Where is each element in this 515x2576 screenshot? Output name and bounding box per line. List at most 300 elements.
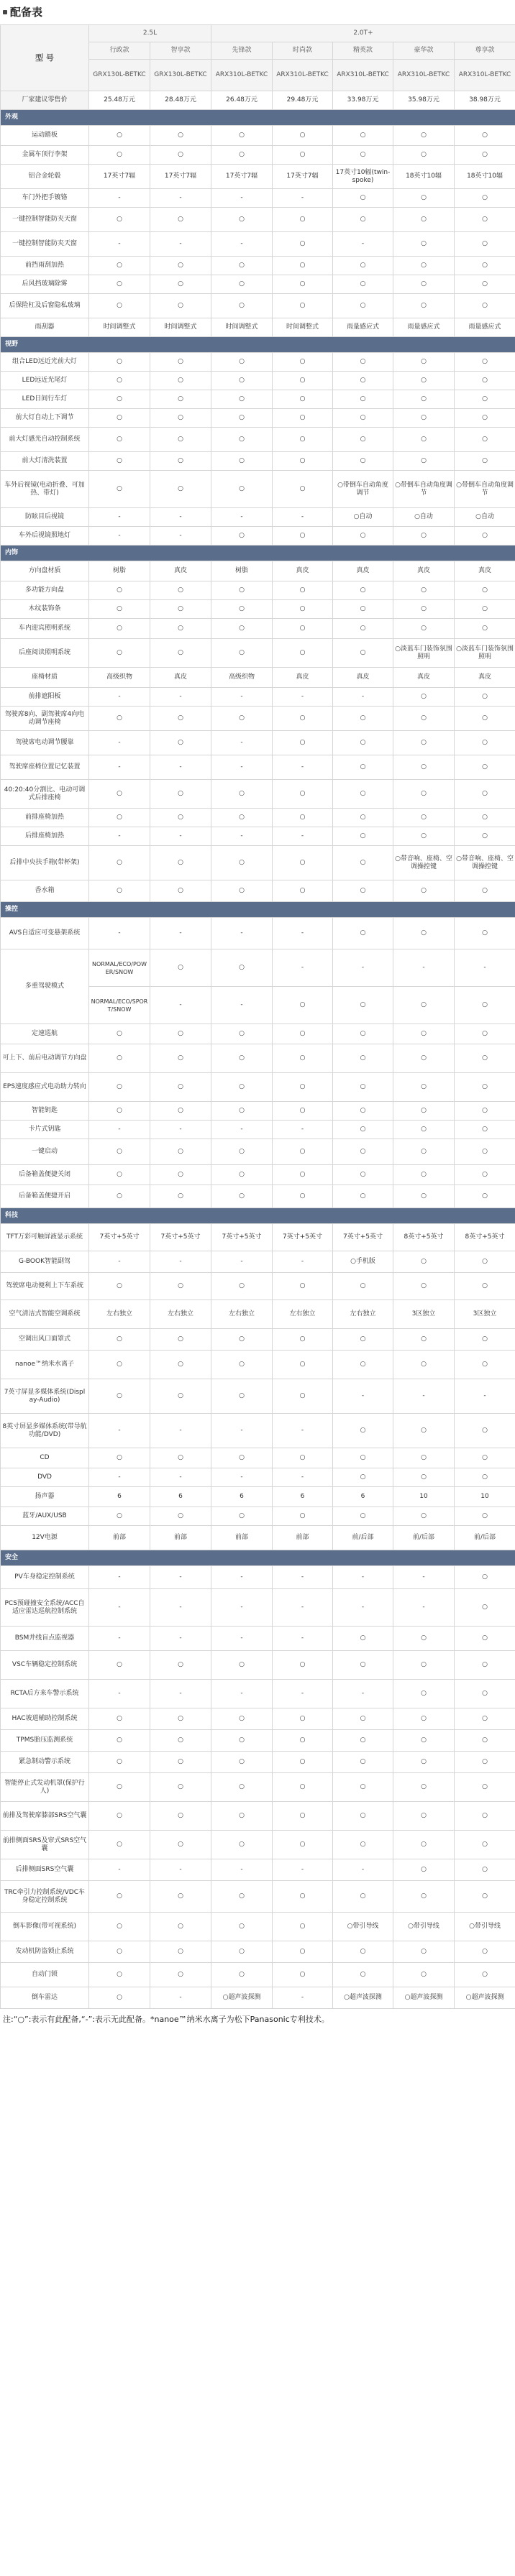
spec-row xyxy=(1,527,515,546)
spec-cell: ○ xyxy=(455,208,515,232)
spec-cell: - xyxy=(150,1680,211,1708)
spec-cell: ○ xyxy=(150,353,211,372)
spec-cell: ○ xyxy=(150,1329,211,1351)
spec-cell: ○ xyxy=(211,1651,273,1680)
spec-cell: ○ xyxy=(89,600,150,619)
spec-cell: ○ xyxy=(150,1730,211,1752)
spec-cell: 7英寸+5英寸 xyxy=(273,1224,333,1251)
page-title: 配备表 xyxy=(3,4,515,19)
spec-label: 多功能方向盘 xyxy=(1,581,89,600)
spec-cell: ○ xyxy=(89,257,150,275)
spec-row xyxy=(1,1139,515,1165)
spec-cell: ○ xyxy=(211,1730,273,1752)
spec-cell: - xyxy=(393,1589,455,1627)
spec-label: AVS自适应可变悬架系统 xyxy=(1,918,89,949)
spec-cell: 时间调整式 xyxy=(211,318,273,337)
spec-cell: - xyxy=(211,1251,273,1273)
spec-label: G-BOOK智能副驾 xyxy=(1,1251,89,1273)
spec-cell: 树脂 xyxy=(89,561,150,581)
spec-cell: ○ xyxy=(393,275,455,294)
spec-cell: - xyxy=(333,688,393,707)
spec-cell: 前部 xyxy=(89,1526,150,1550)
trim-code: ARX310L-BETKC xyxy=(455,60,515,91)
spec-cell: ○ xyxy=(455,619,515,639)
spec-cell: - xyxy=(150,1251,211,1273)
spec-cell: ○ xyxy=(393,1351,455,1379)
spec-cell: ○ xyxy=(89,1351,150,1379)
spec-cell: ○ xyxy=(273,146,333,165)
spec-table xyxy=(0,24,515,2009)
spec-cell: ○ xyxy=(273,1963,333,1987)
spec-cell: ○ xyxy=(333,1802,393,1831)
spec-cell: - xyxy=(211,731,273,755)
spec-cell: 前部 xyxy=(211,1526,273,1550)
spec-cell: 真皮 xyxy=(150,561,211,581)
spec-cell: ○ xyxy=(273,1351,333,1379)
spec-cell: ○ xyxy=(455,1941,515,1963)
spec-cell: ○ xyxy=(455,1627,515,1651)
spec-row xyxy=(1,1300,515,1329)
spec-label: 香水箱 xyxy=(1,880,89,902)
spec-cell: ○ xyxy=(150,1651,211,1680)
spec-row xyxy=(1,1730,515,1752)
spec-cell: ○ xyxy=(393,1121,455,1139)
spec-cell: ○ xyxy=(333,600,393,619)
spec-cell: ○ xyxy=(211,471,273,508)
spec-cell: ○带引导线 xyxy=(393,1913,455,1941)
spec-row xyxy=(1,1526,515,1550)
spec-cell: ○ xyxy=(273,880,333,902)
spec-cell: - xyxy=(273,1627,333,1651)
section-title: 视野 xyxy=(1,337,515,353)
spec-cell: ○ xyxy=(273,452,333,471)
spec-cell: ○ xyxy=(89,1651,150,1680)
spec-label: nanoe™纳米水离子 xyxy=(1,1351,89,1379)
spec-cell: ○ xyxy=(455,1351,515,1379)
spec-cell: ○ xyxy=(211,257,273,275)
spec-cell: ○ xyxy=(150,1139,211,1165)
spec-cell: 7英寸+5英寸 xyxy=(333,1224,393,1251)
spec-cell: - xyxy=(150,755,211,780)
spec-cell: - xyxy=(211,1468,273,1487)
spec-cell: ○ xyxy=(393,409,455,428)
spec-label: 前大灯感光自动控制系统 xyxy=(1,428,89,452)
spec-cell: ○ xyxy=(273,1881,333,1913)
spec-cell: ○ xyxy=(273,1651,333,1680)
spec-cell: - xyxy=(273,1468,333,1487)
spec-cell: ○ xyxy=(455,1024,515,1044)
trim-price: 38.98万元 xyxy=(455,91,515,110)
spec-cell: ○ xyxy=(273,372,333,390)
spec-cell: ○ xyxy=(150,257,211,275)
spec-cell: ○ xyxy=(455,1881,515,1913)
spec-cell: - xyxy=(150,688,211,707)
spec-cell: 前/后部 xyxy=(393,1526,455,1550)
spec-label: 倒车雷达 xyxy=(1,1987,89,2009)
spec-cell: ○ xyxy=(89,1379,150,1414)
spec-cell: ○ xyxy=(211,1139,273,1165)
spec-cell: ○带音响、座椅、空调操控键 xyxy=(393,846,455,880)
spec-cell: 3区独立 xyxy=(455,1300,515,1329)
section-header xyxy=(1,902,515,918)
spec-cell: ○ xyxy=(89,1024,150,1044)
spec-row xyxy=(1,1024,515,1044)
spec-cell: ○ xyxy=(211,1379,273,1414)
spec-cell: - xyxy=(150,1468,211,1487)
spec-cell: ○ xyxy=(333,755,393,780)
spec-cell: ○ xyxy=(393,918,455,949)
spec-cell: ○ xyxy=(211,1351,273,1379)
spec-cell: 6 xyxy=(211,1487,273,1507)
spec-cell: ○ xyxy=(393,257,455,275)
spec-cell: 前部 xyxy=(273,1526,333,1550)
spec-cell: ○ xyxy=(273,1708,333,1730)
spec-cell: ○ xyxy=(455,1773,515,1802)
spec-cell: ○ xyxy=(455,452,515,471)
spec-cell: ○ xyxy=(455,1507,515,1526)
spec-cell: - xyxy=(211,1414,273,1448)
spec-row xyxy=(1,1859,515,1881)
spec-cell: - xyxy=(150,232,211,257)
spec-cell: - xyxy=(150,1566,211,1589)
spec-cell: ○ xyxy=(211,390,273,409)
spec-cell: - xyxy=(150,1589,211,1627)
spec-cell: ○ xyxy=(89,1802,150,1831)
spec-cell: ○ xyxy=(455,232,515,257)
spec-cell: ○ xyxy=(89,581,150,600)
spec-cell: ○ xyxy=(455,189,515,208)
spec-row xyxy=(1,1102,515,1121)
spec-cell: - xyxy=(333,1379,393,1414)
spec-cell: ○ xyxy=(393,353,455,372)
spec-cell: ○ xyxy=(211,527,273,546)
spec-cell: - xyxy=(273,949,333,987)
spec-cell: ○ xyxy=(333,527,393,546)
spec-cell: ○ xyxy=(273,1802,333,1831)
spec-cell: ○ xyxy=(150,600,211,619)
spec-cell: ○ xyxy=(150,780,211,809)
spec-cell: - xyxy=(273,1414,333,1448)
spec-cell: ○ xyxy=(89,1273,150,1300)
trim-name: 时尚款 xyxy=(273,42,333,60)
spec-label: 8英寸屏显多媒体系统(带导航功能/DVD) xyxy=(1,1414,89,1448)
spec-cell: ○ xyxy=(393,1802,455,1831)
spec-cell: - xyxy=(150,1627,211,1651)
spec-label: 车外后视镜照地灯 xyxy=(1,527,89,546)
spec-label: 卡片式钥匙 xyxy=(1,1121,89,1139)
trim-price: 35.98万元 xyxy=(393,91,455,110)
spec-cell: 10 xyxy=(455,1487,515,1507)
spec-cell: ○ xyxy=(211,639,273,668)
spec-row xyxy=(1,1941,515,1963)
spec-label: 紧急制动警示系统 xyxy=(1,1752,89,1773)
spec-cell: ○ xyxy=(150,707,211,731)
spec-cell: ○ xyxy=(89,846,150,880)
spec-label: LED日间行车灯 xyxy=(1,390,89,409)
spec-row xyxy=(1,1507,515,1526)
spec-row xyxy=(1,918,515,949)
trim-group-25: 2.5L xyxy=(89,25,211,42)
spec-cell: ○ xyxy=(273,731,333,755)
spec-cell: ○ xyxy=(89,452,150,471)
section-title: 安全 xyxy=(1,1550,515,1566)
spec-cell: ○ xyxy=(455,428,515,452)
spec-cell: ○ xyxy=(393,780,455,809)
trim-code: ARX310L-BETKC xyxy=(393,60,455,91)
spec-cell: ○ xyxy=(455,126,515,146)
section-title: 科技 xyxy=(1,1208,515,1224)
spec-cell: ○ xyxy=(273,619,333,639)
trim-name: 行政款 xyxy=(89,42,150,60)
spec-group-label: 多重驾驶模式 xyxy=(1,949,89,1024)
spec-row xyxy=(1,189,515,208)
spec-cell: ○ xyxy=(150,294,211,318)
spec-cell: ○ xyxy=(393,232,455,257)
spec-cell: ○ xyxy=(273,126,333,146)
spec-cell: ○ xyxy=(455,688,515,707)
spec-row xyxy=(1,1448,515,1468)
spec-cell: ○ xyxy=(333,353,393,372)
spec-cell: 8英寸+5英寸 xyxy=(455,1224,515,1251)
spec-cell: ○ xyxy=(393,1185,455,1208)
spec-cell: 6 xyxy=(89,1487,150,1507)
spec-cell: ○ xyxy=(211,846,273,880)
spec-cell: ○ xyxy=(150,581,211,600)
spec-cell: ○ xyxy=(333,390,393,409)
spec-label: 后排侧面SRS空气囊 xyxy=(1,1859,89,1881)
spec-cell: ○ xyxy=(393,1941,455,1963)
spec-cell: ○ xyxy=(455,581,515,600)
spec-cell: ○ xyxy=(89,126,150,146)
spec-cell: ○ xyxy=(150,731,211,755)
spec-cell: ○超声波探测 xyxy=(333,1987,393,2009)
spec-cell: ○ xyxy=(273,1273,333,1300)
spec-row xyxy=(1,508,515,527)
spec-cell: ○ xyxy=(150,1073,211,1102)
spec-cell: ○ xyxy=(333,1752,393,1773)
spec-label: 铝合金轮毂 xyxy=(1,165,89,189)
spec-cell: ○ xyxy=(211,1913,273,1941)
spec-cell: ○ xyxy=(455,372,515,390)
spec-cell: ○ xyxy=(211,146,273,165)
spec-cell: 真皮 xyxy=(273,561,333,581)
spec-cell: ○ xyxy=(393,1651,455,1680)
spec-cell: - xyxy=(211,1859,273,1881)
spec-cell: ○ xyxy=(455,918,515,949)
spec-cell: ○ xyxy=(333,1627,393,1651)
trim-price: 29.48万元 xyxy=(273,91,333,110)
spec-label: 智能停止式发动机罩(保护行人) xyxy=(1,1773,89,1802)
spec-row xyxy=(1,1468,515,1487)
bullet-icon xyxy=(3,10,7,14)
spec-row xyxy=(1,208,515,232)
spec-cell: ○ xyxy=(393,809,455,827)
spec-cell: ○ xyxy=(150,1831,211,1859)
spec-cell: ○ xyxy=(89,1708,150,1730)
spec-cell: 左右独立 xyxy=(333,1300,393,1329)
spec-row xyxy=(1,581,515,600)
spec-cell: - xyxy=(89,731,150,755)
spec-cell: - xyxy=(393,1379,455,1414)
spec-row xyxy=(1,668,515,688)
page-header xyxy=(0,0,515,24)
trim-code: ARX310L-BETKC xyxy=(211,60,273,91)
spec-cell: ○ xyxy=(333,1448,393,1468)
spec-row xyxy=(1,165,515,189)
spec-cell: ○ xyxy=(455,1139,515,1165)
spec-cell: - xyxy=(273,508,333,527)
spec-cell: ○ xyxy=(273,1913,333,1941)
spec-cell: ○ xyxy=(455,1802,515,1831)
spec-cell: ○ xyxy=(393,688,455,707)
spec-cell: ○ xyxy=(455,707,515,731)
spec-cell: - xyxy=(211,755,273,780)
spec-cell: - xyxy=(333,232,393,257)
spec-cell: ○ xyxy=(273,581,333,600)
spec-cell: ○ xyxy=(89,1913,150,1941)
spec-cell: - xyxy=(211,508,273,527)
spec-label: 金属车顶行李架 xyxy=(1,146,89,165)
spec-cell: ○ xyxy=(393,146,455,165)
spec-cell: ○ xyxy=(333,1730,393,1752)
spec-label: 空调出风口面罩式 xyxy=(1,1329,89,1351)
spec-cell: ○ xyxy=(150,949,211,987)
spec-cell: ○ xyxy=(455,1566,515,1589)
spec-cell: 左右独立 xyxy=(150,1300,211,1329)
spec-cell: ○ xyxy=(333,189,393,208)
spec-cell: ○手机版 xyxy=(333,1251,393,1273)
spec-cell: ○ xyxy=(455,1589,515,1627)
spec-cell: ○ xyxy=(89,471,150,508)
spec-cell: 10 xyxy=(393,1487,455,1507)
spec-cell: ○ xyxy=(89,1165,150,1185)
spec-cell: ○ xyxy=(393,1963,455,1987)
spec-cell: ○ xyxy=(393,1273,455,1300)
spec-cell: ○ xyxy=(393,1448,455,1468)
spec-cell: ○ xyxy=(150,1802,211,1831)
spec-cell: ○带引导线 xyxy=(333,1913,393,1941)
spec-cell: ○ xyxy=(333,208,393,232)
spec-cell: - xyxy=(273,1859,333,1881)
spec-cell: 真皮 xyxy=(393,561,455,581)
spec-cell: ○ xyxy=(333,1963,393,1987)
spec-cell: - xyxy=(150,918,211,949)
spec-label: 方向盘材质 xyxy=(1,561,89,581)
spec-cell: ○ xyxy=(211,809,273,827)
spec-cell: ○ xyxy=(393,1773,455,1802)
spec-cell: 前/后部 xyxy=(455,1526,515,1550)
spec-cell: ○淡蓝车门装饰氛围照明 xyxy=(455,639,515,668)
spec-row xyxy=(1,619,515,639)
spec-cell: - xyxy=(333,1680,393,1708)
spec-cell: ○ xyxy=(333,1102,393,1121)
spec-row xyxy=(1,809,515,827)
spec-cell: ○ xyxy=(211,353,273,372)
spec-row xyxy=(1,731,515,755)
spec-cell: ○ xyxy=(150,208,211,232)
spec-cell: ○ xyxy=(333,707,393,731)
spec-label: 蓝牙/AUX/USB xyxy=(1,1507,89,1526)
spec-cell: ○ xyxy=(150,372,211,390)
spec-cell: ○ xyxy=(333,1024,393,1044)
spec-cell: ○ xyxy=(333,880,393,902)
spec-cell: ○ xyxy=(393,1627,455,1651)
spec-row xyxy=(1,1073,515,1102)
spec-label: 前挡雨刮加热 xyxy=(1,257,89,275)
spec-cell: ○ xyxy=(89,428,150,452)
spec-cell: ○ xyxy=(211,1165,273,1185)
spec-cell: ○ xyxy=(273,639,333,668)
spec-cell: 真皮 xyxy=(455,668,515,688)
spec-cell: ○ xyxy=(333,1881,393,1913)
price-row xyxy=(1,91,515,110)
spec-cell: ○ xyxy=(273,1139,333,1165)
spec-cell: ○ xyxy=(455,1651,515,1680)
spec-cell: 高级织物 xyxy=(211,668,273,688)
spec-cell: ○ xyxy=(333,1044,393,1073)
spec-cell: ○ xyxy=(333,1414,393,1448)
spec-cell: - xyxy=(333,1859,393,1881)
spec-cell: ○ xyxy=(273,1102,333,1121)
spec-cell: ○ xyxy=(273,409,333,428)
spec-label: 座椅材质 xyxy=(1,668,89,688)
spec-cell: 真皮 xyxy=(333,668,393,688)
spec-cell: ○ xyxy=(89,208,150,232)
spec-cell: ○ xyxy=(273,600,333,619)
spec-label: 倒车影像(带可视系统) xyxy=(1,1913,89,1941)
spec-cell: ○ xyxy=(333,619,393,639)
spec-cell: ○ xyxy=(89,1831,150,1859)
spec-cell: ○ xyxy=(273,1730,333,1752)
spec-cell: ○ xyxy=(393,731,455,755)
spec-cell: 17英寸10辐(twin-spoke) xyxy=(333,165,393,189)
spec-cell: ○超声波探测 xyxy=(455,1987,515,2009)
spec-row xyxy=(1,827,515,846)
spec-cell: ○ xyxy=(333,126,393,146)
spec-cell: ○ xyxy=(150,409,211,428)
spec-cell: ○ xyxy=(455,987,515,1024)
spec-cell: ○带倒车自动角度调节 xyxy=(393,471,455,508)
spec-row xyxy=(1,600,515,619)
spec-cell: ○ xyxy=(211,1044,273,1073)
spec-label: 车外后视镜(电动折叠、可加热、带灯) xyxy=(1,471,89,508)
spec-label: 前排侧面SRS及帘式SRS空气囊 xyxy=(1,1831,89,1859)
spec-row xyxy=(1,1752,515,1773)
spec-label: LED远近光尾灯 xyxy=(1,372,89,390)
spec-row xyxy=(1,372,515,390)
spec-cell: ○ xyxy=(333,639,393,668)
spec-cell: ○ xyxy=(273,527,333,546)
spec-label: 后保险杠及后窗隐私玻璃 xyxy=(1,294,89,318)
spec-cell: 雨量感应式 xyxy=(393,318,455,337)
spec-cell: ○ xyxy=(393,581,455,600)
spec-row xyxy=(1,390,515,409)
spec-cell: ○ xyxy=(393,619,455,639)
spec-label: 驾驶席8向、副驾驶席4向电动调节座椅 xyxy=(1,707,89,731)
spec-label: HAC坡道辅助控制系统 xyxy=(1,1708,89,1730)
spec-cell: 17英寸7辐 xyxy=(150,165,211,189)
spec-cell: ○ xyxy=(455,600,515,619)
spec-cell: ○ xyxy=(455,1730,515,1752)
spec-row xyxy=(1,1487,515,1507)
spec-cell: ○带引导线 xyxy=(455,1913,515,1941)
spec-label: BSM并线盲点监视器 xyxy=(1,1627,89,1651)
spec-label: 空气清洁式智能空调系统 xyxy=(1,1300,89,1329)
spec-cell: ○带倒车自动角度调节 xyxy=(333,471,393,508)
spec-cell: ○ xyxy=(89,1773,150,1802)
spec-row xyxy=(1,428,515,452)
spec-label: 前大灯清洗装置 xyxy=(1,452,89,471)
